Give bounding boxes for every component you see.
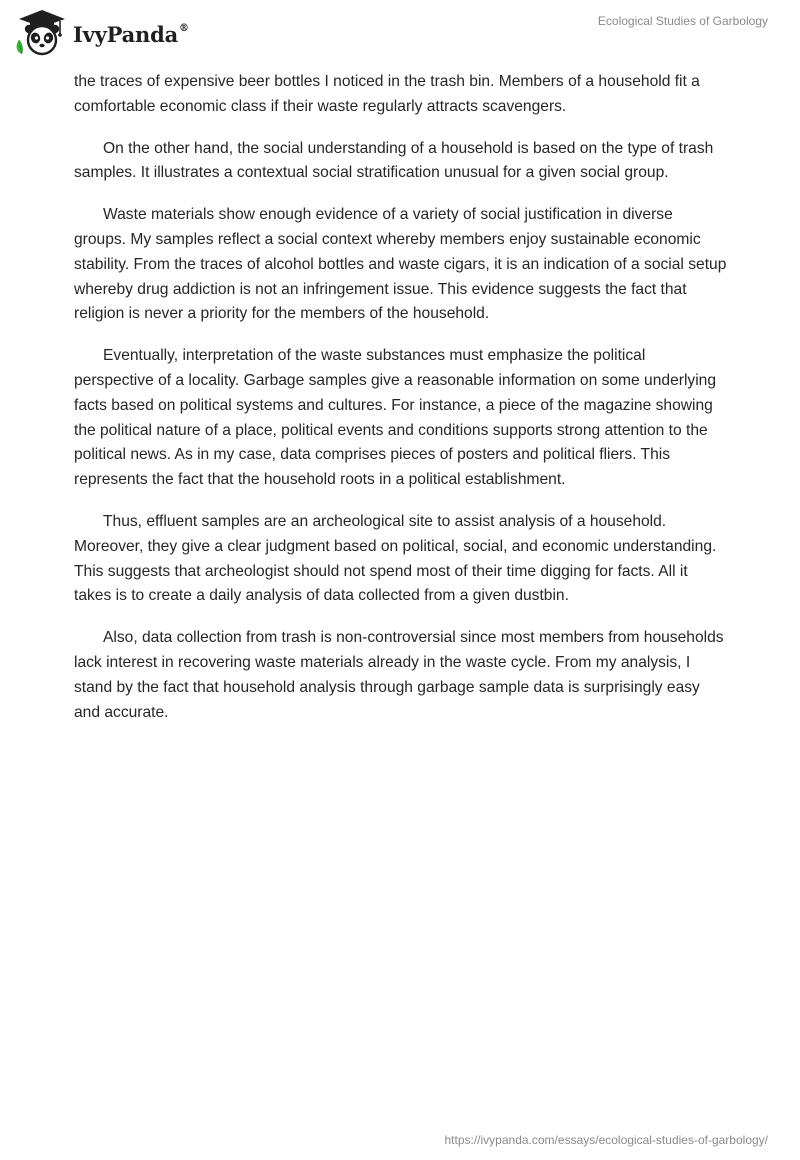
essay-body bbox=[74, 70, 728, 742]
panda-graduate-icon bbox=[13, 7, 71, 57]
logo-wordmark bbox=[73, 22, 189, 47]
paragraph: Also, data collection from trash is non-controversial since most members from households lack interest in recovering waste materials already in the waste cycle. From my analysis, I stand by the fact that household analysis through garbage sample data is surprisingly easy and accurate. bbox=[74, 629, 724, 721]
source-url-link[interactable]: https://ivypanda.com/essays/ecological-studies-of-garbology/ bbox=[444, 1133, 768, 1147]
registered-mark: ® bbox=[179, 22, 189, 34]
page-header bbox=[0, 0, 800, 64]
paragraph: Thus, effluent samples are an archeological site to assist analysis of a household. Moreover, they give a clear judgment based on political, social, and economic understanding. This suggests that archeologist should not spend most of their time digging for facts. All it takes is to create a daily analysis of data collected from a given dustbin. bbox=[74, 512, 717, 605]
logo-name: IvyPanda bbox=[73, 21, 179, 47]
paragraph: the traces of expensive beer bottles I noticed in the trash bin. Members of a household fit a comfortable economic class if their waste regularly attracts scavengers. bbox=[74, 73, 700, 115]
paragraph: On the other hand, the social understanding of a household is based on the type of trash samples. It illustrates a contextual social stratification unusual for a given social group. bbox=[74, 139, 714, 182]
paragraph: Waste materials show enough evidence of a variety of social justification in diverse groups. My samples reflect a social context whereby members enjoy sustainable economic stability. From the traces of alcohol bottles and waste cigars, it is an indication of a social setup whereby drug addiction is not an infringement issue. This evidence suggests the fact that religion is never a priority for the members of the household. bbox=[74, 206, 727, 323]
paragraph: Eventually, interpretation of the waste substances must emphasize the political perspective of a locality. Garbage samples give a reasonable information on some underlying facts based on political systems and cultures. For instance, a piece of the magazine showing the political nature of a place, political events and conditions supports strong attention to the political news. As in my case, data comprises pieces of posters and political fliers. This represents the fact that the household roots in a political establishment. bbox=[74, 347, 717, 489]
ivypanda-logo[interactable] bbox=[13, 8, 189, 56]
document-title: Ecological Studies of Garbology bbox=[597, 14, 768, 28]
